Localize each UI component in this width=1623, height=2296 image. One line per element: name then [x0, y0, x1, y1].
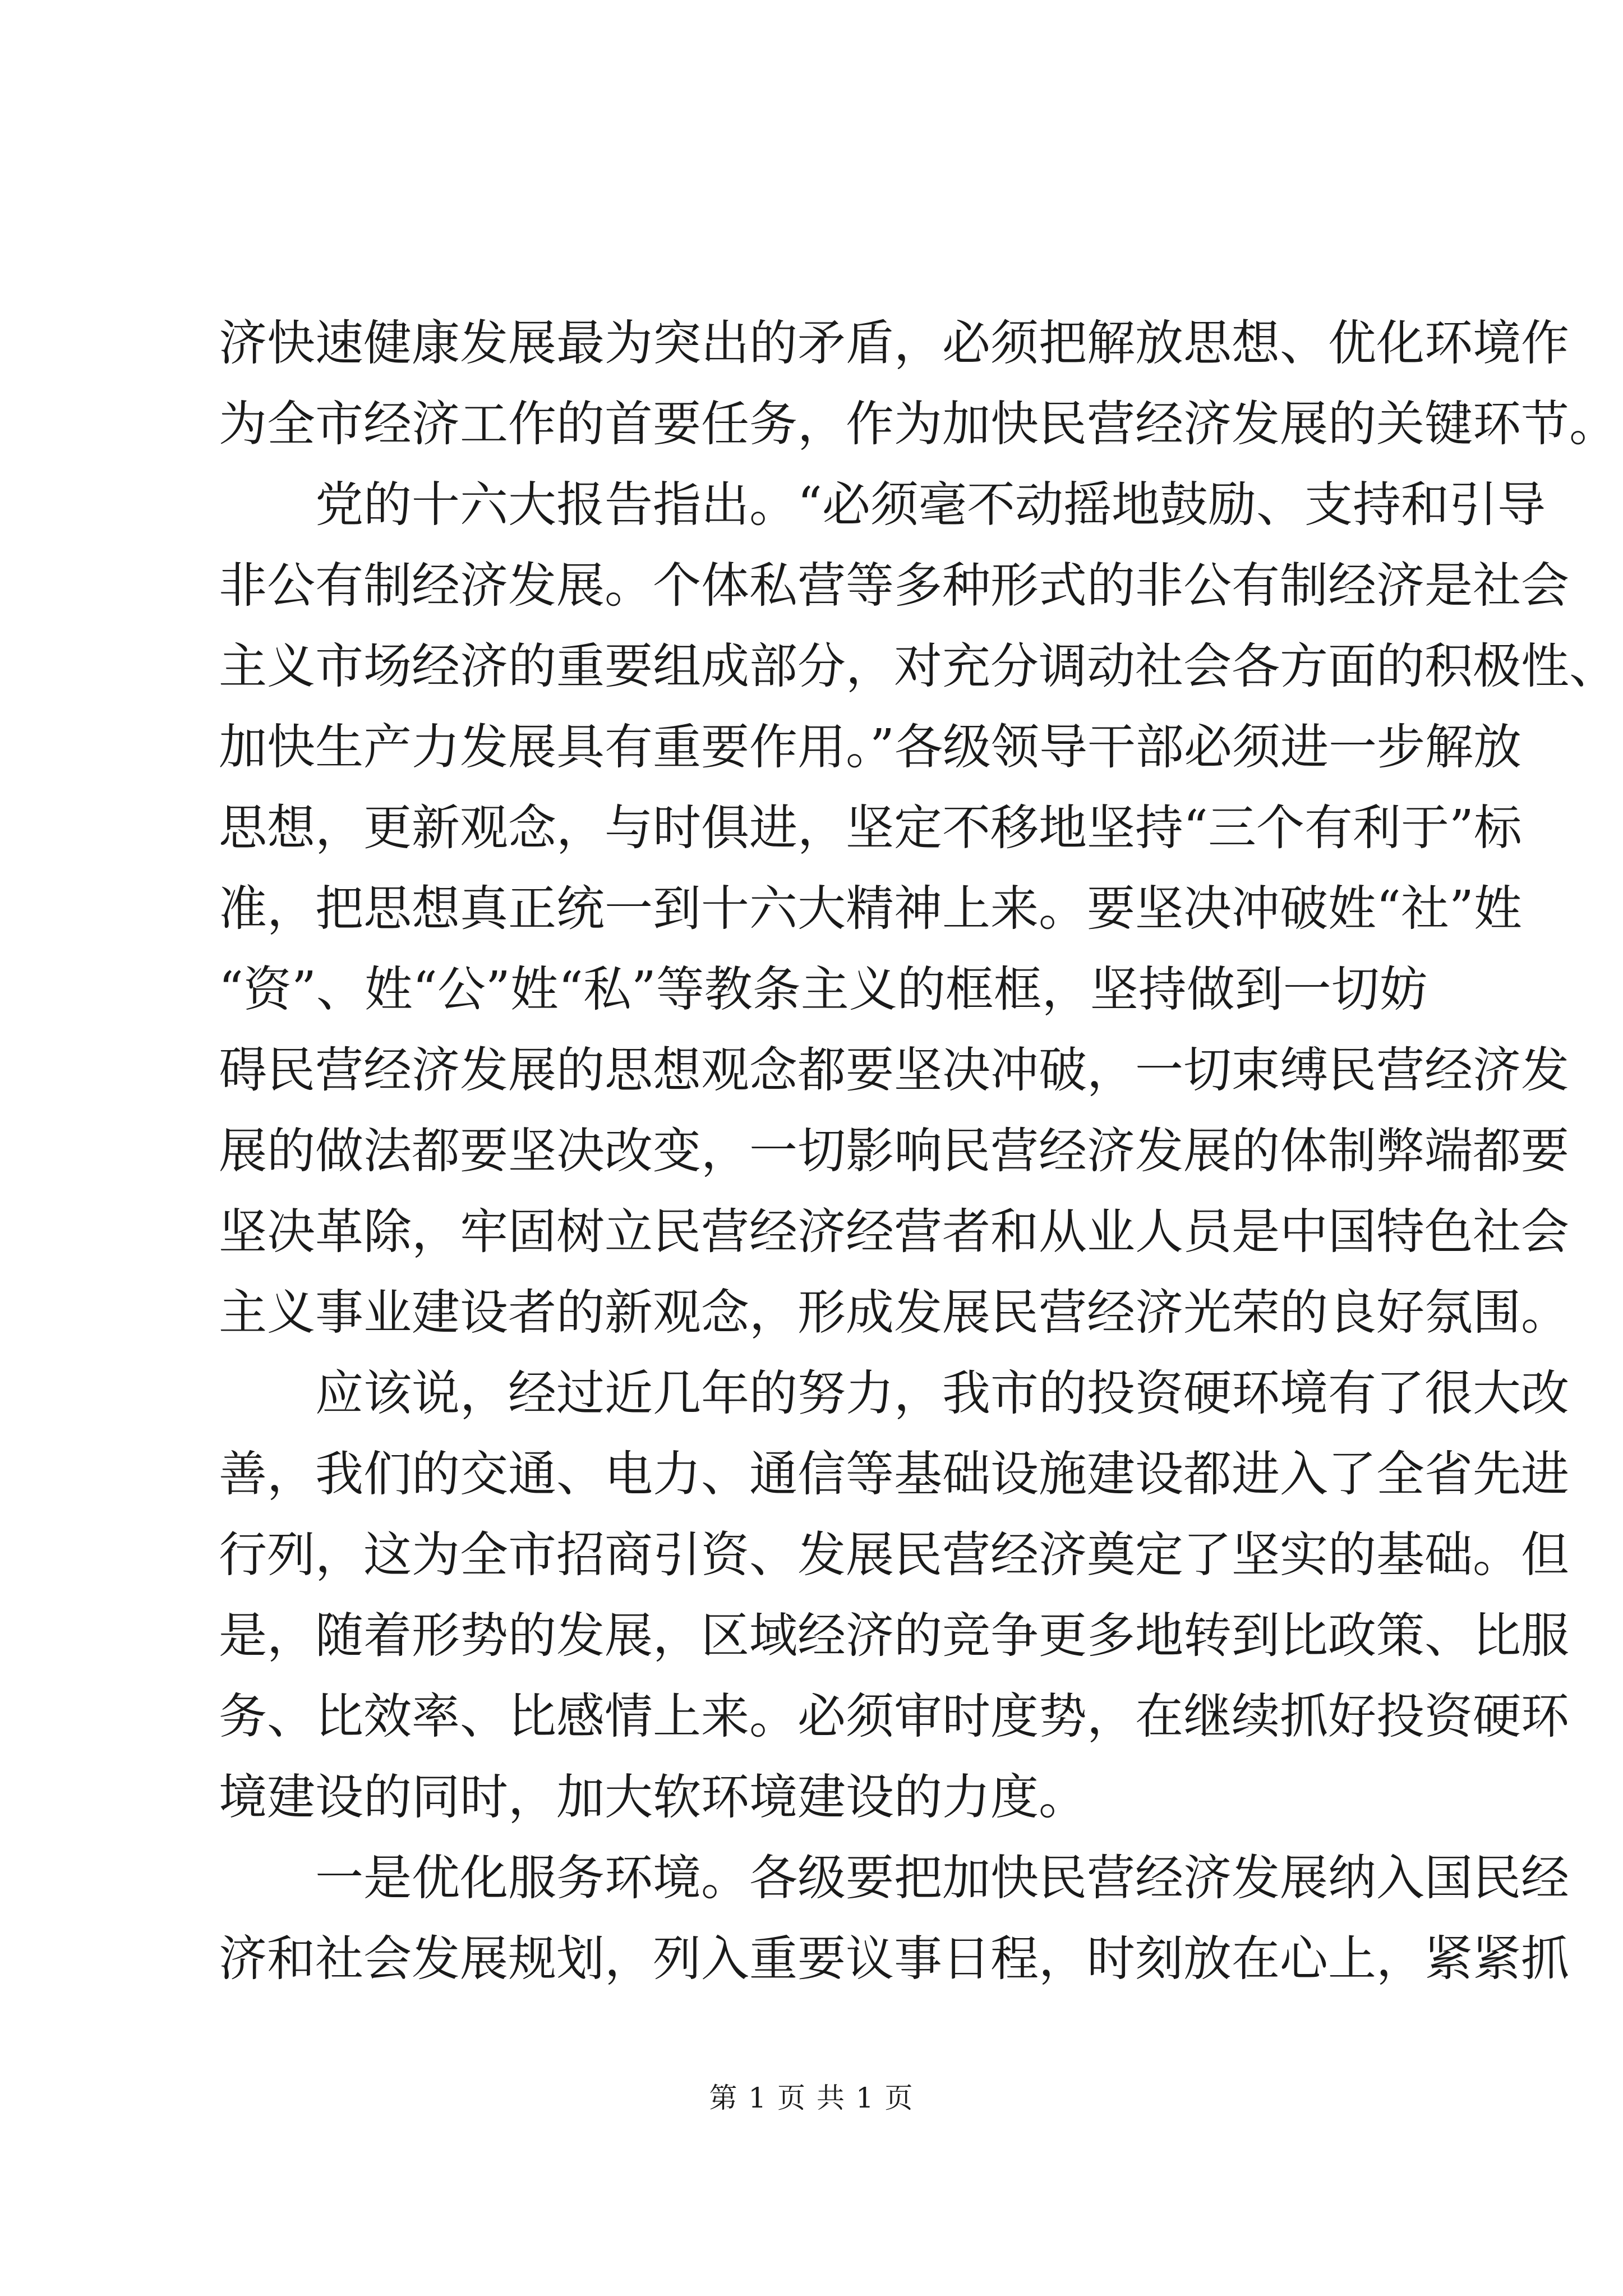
- text-line: 加快生产力发展具有重要作用。”各级领导干部必须进一步解放: [219, 719, 1521, 775]
- paragraph-first-line: 一是优化服务环境。各级要把加快民营经济发展纳入国民经: [315, 1850, 1569, 1906]
- paragraph-first-line: 应该说，经过近几年的努力，我市的投资硬环境有了很大改: [315, 1365, 1569, 1421]
- text-line: 非公有制经济发展。个体私营等多种形式的非公有制经济是社会: [219, 558, 1569, 614]
- text-line: 务、比效率、比感情上来。必须审时度势，在继续抓好投资硬环: [219, 1688, 1569, 1745]
- text-line: 准，把思想真正统一到十六大精神上来。要坚决冲破姓“社”姓: [219, 881, 1522, 937]
- paragraph-first-line: 党的十六大报告指出。“必须毫不动摇地鼓励、支持和引导: [315, 477, 1546, 533]
- document-body: [219, 303, 1617, 1999]
- page-footer: [0, 2076, 1623, 2116]
- text-line: 善，我们的交通、电力、通信等基础设施建设都进入了全省先进: [219, 1446, 1569, 1502]
- text-line: 境建设的同时，加大软环境建设的力度。: [219, 1769, 1087, 1825]
- page-number-label: 第 1 页 共 1 页: [709, 2082, 914, 2114]
- text-line: 坚决革除，牢固树立民营经济经营者和从业人员是中国特色社会: [219, 1204, 1569, 1260]
- text-line: 济和社会发展规划，列入重要议事日程，时刻放在心上，紧紧抓: [219, 1931, 1569, 1987]
- text-line: 碍民营经济发展的思想观念都要坚决冲破，一切束缚民营经济发: [219, 1042, 1569, 1098]
- text-line: 主义市场经济的重要组成部分，对充分调动社会各方面的积极性、: [219, 638, 1617, 694]
- text-line: 思想，更新观念，与时俱进，坚定不移地坚持“三个有利于”标: [219, 800, 1522, 856]
- text-line: 为全市经济工作的首要任务，作为加快民营经济发展的关键环节。: [219, 396, 1617, 452]
- text-line: 主义事业建设者的新观念，形成发展民营经济光荣的良好氛围。: [219, 1285, 1569, 1341]
- text-line: “资”、姓“公”姓“私”等教条主义的框框，坚持做到一切妨: [219, 961, 1428, 1018]
- text-line: 是，随着形势的发展，区域经济的竞争更多地转到比政策、比服: [219, 1608, 1569, 1664]
- text-line: 展的做法都要坚决改变，一切影响民营经济发展的体制弊端都要: [219, 1123, 1569, 1179]
- text-line: 行列，这为全市招商引资、发展民营经济奠定了坚实的基础。但: [219, 1527, 1569, 1583]
- text-line: 济快速健康发展最为突出的矛盾，必须把解放思想、优化环境作: [219, 315, 1569, 371]
